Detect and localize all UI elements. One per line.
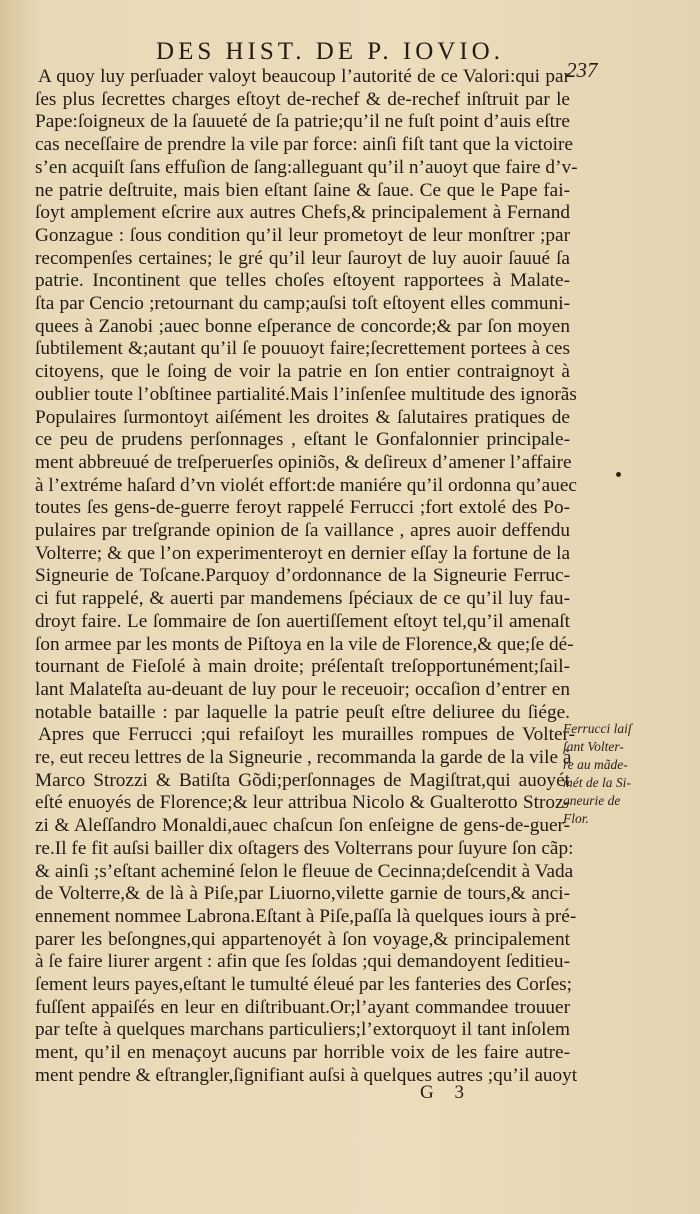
- text-line: ne patrie deſtruite, mais bien eſtant ſaine & ſaue. Ce que le Pape fai-: [35, 179, 570, 201]
- signature-mark: G 3: [420, 1082, 472, 1103]
- margin-note-line: Flor.: [563, 811, 589, 826]
- text-line: ſta par Cencio ;retournant du camp;auſsi toſt eſtoyent elles communi-: [35, 293, 570, 314]
- text-line: à ſe faire liurer argent : afin que ſes ſoldas ;qui demandoyent ſeditieu-: [35, 951, 570, 973]
- margin-note-line: gneurie de: [563, 793, 621, 808]
- text-line: Apres que Ferrucci ;qui refaiſoyt les murailles rompues de Volter-: [38, 724, 575, 746]
- text-line: de Volterre,& de là à Piſe,par Liuorno,vilette garnie de tours,& anci-: [35, 883, 570, 905]
- text-line: droyt faire. Le ſommaire de ſon auertiſſement eſtoyt tel,qu’il amenaſt: [35, 610, 570, 632]
- text-line: re.Il fe fit auſsi bailler dix oſtagers des Volterrans pour ſuyure ſon cãp:: [35, 837, 574, 859]
- text-line: ſement leurs payes,eſtant le tumulté éleué par les fanteries des Corſes;: [35, 974, 573, 995]
- text-line: quees à Zanobi ;auec bonne eſperance de concorde;& par ſon moyen: [35, 315, 570, 337]
- text-line: eſté enuoyés de Florence;& leur attribua Nicolo & Gualterotto Stroz-: [35, 792, 570, 814]
- text-line: pulaires par treſgrande opinion de ſa vaillance , apres auoir deffendu: [35, 520, 570, 541]
- text-line: fuſſent appaiſés en leur en diſtribuant.Or;l’ayant commandee trouuer: [35, 996, 570, 1018]
- text-line: ſon armee par les monts de Piſtoya en la vile de Florence,& que;ſe dé-: [35, 633, 574, 655]
- text-line: s’en acquiſt ſans effuſion de ſang:alleguant qu’il n’auoyt que faire d’v-: [35, 156, 578, 178]
- text-line: ment, qu’il en menaçoyt aucuns par horrible voix de les faire autre-: [35, 1042, 570, 1064]
- text-line: notable bataille : par laquelle la patrie peuſt eſtre deliuree du ſiége.: [35, 701, 570, 723]
- text-line: ci fut rappelé, & auerti par mandemens ſpéciaux de ce qu’il luy fau-: [35, 588, 570, 610]
- text-line: cas neceſſaire de prendre la vile par force: ainſi fiſt tant que la victoire: [35, 134, 574, 156]
- text-line: ſubtilement &;autant qu’il ſe pouuoyt faire;ſecrettement portees à ces: [35, 338, 570, 360]
- text-line: par teſte à quelques marchans particuliers;l’extorquoyt il tant inſolem: [35, 1019, 570, 1041]
- text-line: recompenſes certaines; le gré qu’il leur ſauroyt de luy auoir ſauué ſa: [35, 247, 570, 269]
- text-line: tournant de Fieſolé à main droite; préſentaſt treſopportunément;ſail-: [35, 656, 570, 678]
- text-line: Marco Strozzi & Batiſta Gõdi;perſonnages de Magiſtrat,qui auoyét: [35, 769, 570, 791]
- text-line: ment pendre & eſtrangler,ſignifiant auſsi à quelques autres ;qu’il auoyt: [35, 1064, 578, 1086]
- margin-note-line: ſant Volter-: [563, 739, 624, 754]
- text-line: toutes ſes gens-de-guerre feroyt rappelé Ferrucci ;fort extolé des Po-: [35, 497, 570, 519]
- text-line: ment abbreuué de treſperuerſes opiniõs, & deſireux d’amener l’affaire: [35, 451, 572, 473]
- text-line: ce peu de prudens perſonnages , eſtant le Gonfalonnier principale-: [35, 429, 570, 451]
- text-line: ſoyt amplement eſcrire aux autres Chefs,& principalement à Fernand: [35, 202, 570, 224]
- text-line: citoyens, que le ſoing de voir la patrie en ſon entier contraignoyt à: [35, 361, 570, 383]
- text-line: re, eut receu lettres de la Signeurie , recommanda la garde de la vile à: [35, 747, 572, 768]
- text-line: à l’extréme haſard d’vn violét effort:de maniére qu’il ordonna qu’auec: [35, 474, 577, 496]
- text-line: Pape:ſoigneux de la ſauueté de ſa patrie;qu’il ne fuſt point d’auis eſtre: [35, 111, 570, 133]
- text-line: Signeurie de Toſcane.Parquoy d’ordonnance de la Signeurie Ferruc-: [35, 565, 570, 587]
- margin-note: [563, 720, 695, 828]
- text-line: patrie. Incontinent que telles choſes eſtoyent rapportees à Malate-: [35, 270, 570, 292]
- margin-note-line: Ferrucci laiſ: [563, 721, 632, 736]
- text-line: oublier toute l’obſtinee partialité.Mais l’inſenſee multitude des ignorãs: [35, 383, 577, 405]
- margin-note-line: mét de la Si-: [563, 775, 631, 790]
- text-line: parer les beſongnes,qui appartenoyét à ſon voyage,& principalement: [35, 928, 570, 950]
- text-line: ſes plus ſecrettes charges eſtoyt de-rechef & de-rechef inſtruit par le: [35, 88, 570, 110]
- text-line: ennement nommee Labrona.Eſtant à Piſe,paſſa là quelques iours à pré-: [35, 905, 577, 927]
- text-line: Populaires ſurmontoyt aiſément les droites & ſalutaires pratiques de: [35, 406, 570, 428]
- text-line: lant Malateſta au-deuant de luy pour le receuoir; occaſion d’entrer en: [35, 678, 570, 700]
- running-title: DES HIST. DE P. IOVIO.: [156, 38, 504, 65]
- text-line: A quoy luy perſuader valoyt beaucoup l’autorité de ce Valori:qui par: [38, 66, 570, 87]
- text-line: Gonzague : ſous condition qu’il leur prometoyt de leur monſtrer ;par: [35, 224, 570, 246]
- page-number: 237: [566, 58, 598, 82]
- margin-dot-mark: [616, 472, 621, 477]
- text-line: Volterre; & que l’on experimenteroyt en dernier eſſay la fortune de la: [35, 542, 570, 564]
- margin-note-line: re au mãde-: [563, 757, 628, 772]
- text-line: zi & Aleſſandro Monaldi,auec chaſcun ſon enſeigne de gens-de-guer-: [35, 815, 570, 837]
- text-line: & ainſi ;s’eſtant acheminé ſelon le fleuue de Cecinna;deſcendit à Vada: [35, 860, 574, 882]
